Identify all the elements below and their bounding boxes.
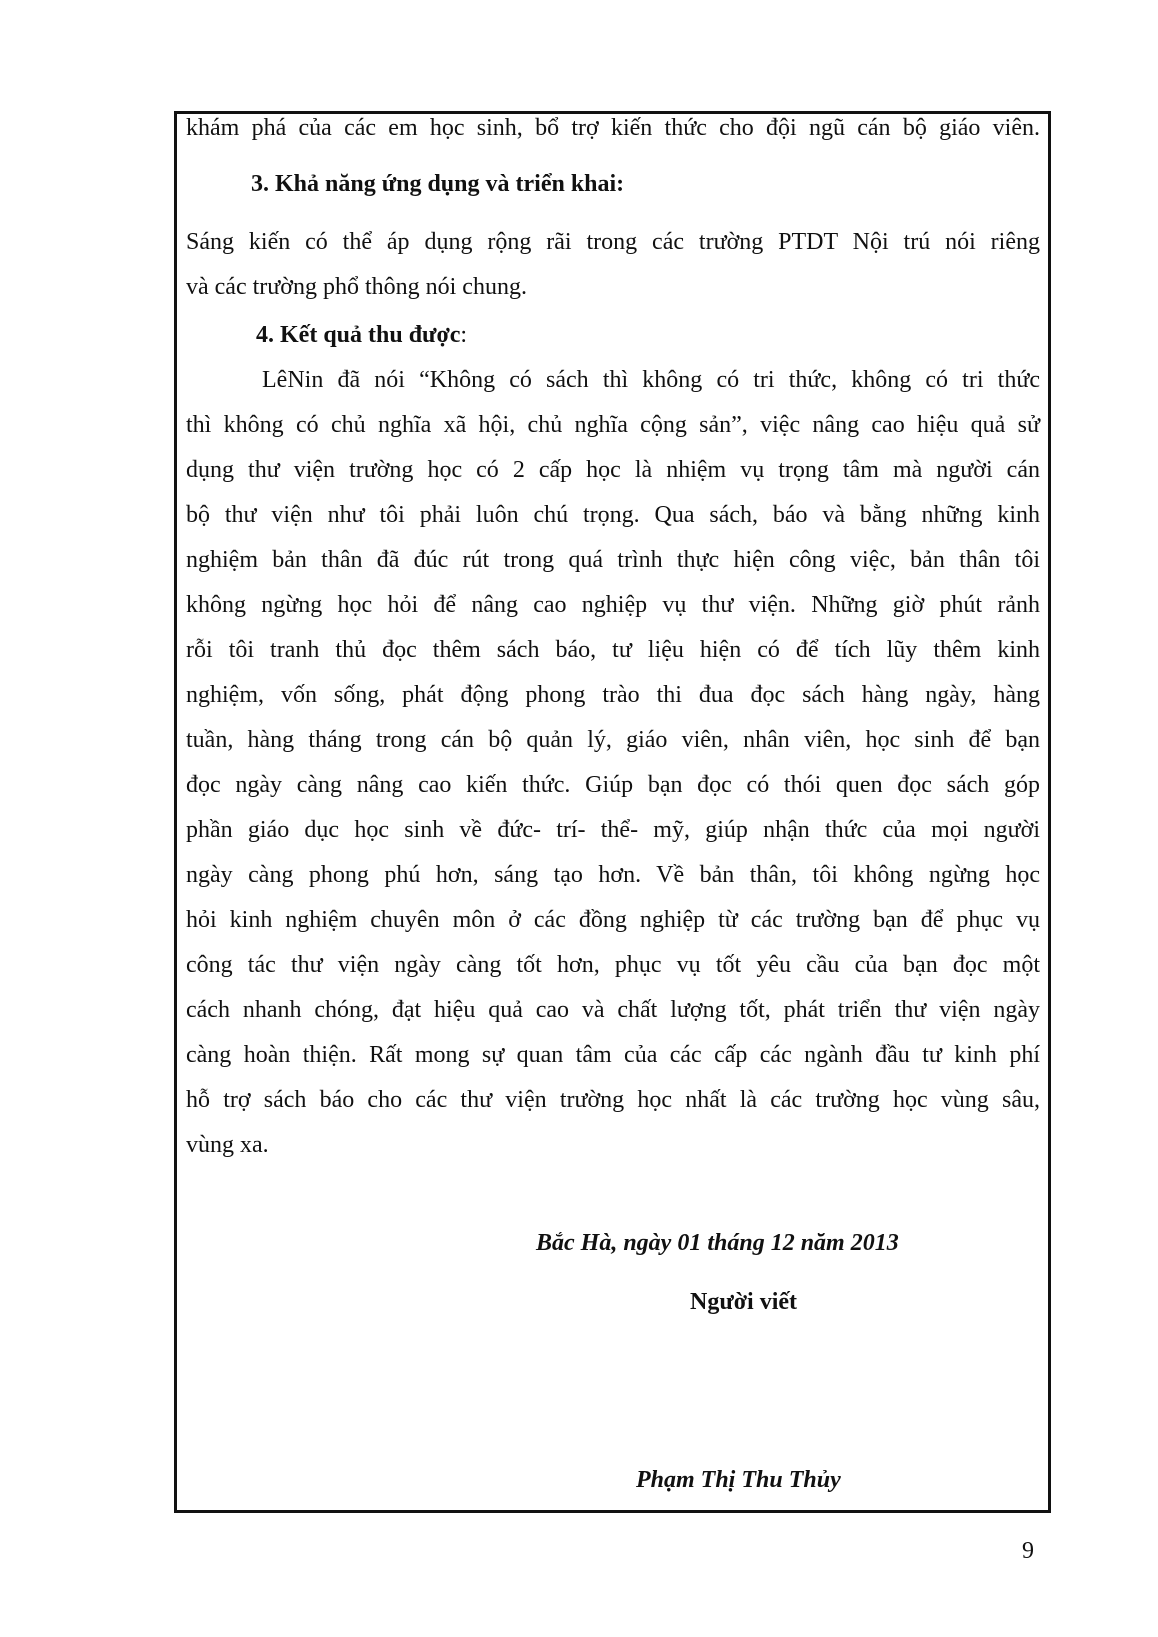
section-4-paragraph-line: rỗi tôi tranh thủ đọc thêm sách báo, tư liệu hiện có để tích lũy thêm kinh bbox=[186, 637, 1040, 663]
signature-name: Phạm Thị Thu Thủy bbox=[636, 1467, 841, 1493]
section-4-paragraph-line: bộ thư viện như tôi phải luôn chú trọng. Qua sách, báo và bằng những kinh bbox=[186, 502, 1040, 528]
section-4-paragraph-line: cách nhanh chóng, đạt hiệu quả cao và chất lượng tốt, phát triển thư viện ngày bbox=[186, 997, 1040, 1023]
section-4-heading bbox=[256, 320, 467, 350]
signature-role: Người viết bbox=[690, 1289, 798, 1315]
section-4-paragraph-line: nghiệm bản thân đã đúc rút trong quá trình thực hiện công việc, bản thân tôi bbox=[186, 547, 1040, 573]
section-4-paragraph-line: LêNin đã nói “Không có sách thì không có tri thức, không có tri thức bbox=[262, 367, 1040, 393]
section-4-paragraph-line: vùng xa. bbox=[186, 1132, 269, 1158]
section-4-paragraph-line: càng hoàn thiện. Rất mong sự quan tâm của các cấp các ngành đầu tư kinh phí bbox=[186, 1042, 1040, 1068]
page-number: 9 bbox=[1022, 1538, 1034, 1564]
section-4-paragraph-line: đọc ngày càng nâng cao kiến thức. Giúp bạn đọc có thói quen đọc sách góp bbox=[186, 772, 1040, 798]
intro-line: khám phá của các em học sinh, bổ trợ kiến thức cho đội ngũ cán bộ giáo viên. bbox=[186, 115, 1040, 141]
section-4-heading-text: 4. Kết quả thu được bbox=[256, 322, 461, 348]
section-4-paragraph-line: không ngừng học hỏi để nâng cao nghiệp vụ thư viện. Những giờ phút rảnh bbox=[186, 592, 1040, 618]
signature-date: Bắc Hà, ngày 01 tháng 12 năm 2013 bbox=[536, 1230, 899, 1256]
section-3-paragraph-line: và các trường phổ thông nói chung. bbox=[186, 274, 527, 300]
section-4-paragraph-line: phần giáo dục học sinh về đức- trí- thể- mỹ, giúp nhận thức của mọi người bbox=[186, 817, 1040, 843]
section-3-heading: 3. Khả năng ứng dụng và triển khai: bbox=[251, 171, 625, 197]
section-4-paragraph-line: hỏi kinh nghiệm chuyên môn ở các đồng nghiệp từ các trường bạn để phục vụ bbox=[186, 907, 1040, 933]
section-4-paragraph-line: hỗ trợ sách báo cho các thư viện trường học nhất là các trường học vùng sâu, bbox=[186, 1087, 1040, 1113]
section-4-paragraph-line: nghiệm, vốn sống, phát động phong trào thi đua đọc sách hàng ngày, hàng bbox=[186, 682, 1040, 708]
section-4-paragraph-line: tuần, hàng tháng trong cán bộ quản lý, giáo viên, nhân viên, học sinh để bạn bbox=[186, 727, 1040, 753]
section-4-paragraph-line: thì không có chủ nghĩa xã hội, chủ nghĩa cộng sản”, việc nâng cao hiệu quả sử bbox=[186, 412, 1040, 438]
section-4-paragraph-line: ngày càng phong phú hơn, sáng tạo hơn. Về bản thân, tôi không ngừng học bbox=[186, 862, 1040, 888]
section-4-heading-colon: : bbox=[460, 322, 468, 348]
section-4-paragraph-line: dụng thư viện trường học có 2 cấp học là nhiệm vụ trọng tâm mà người cán bbox=[186, 457, 1040, 483]
section-4-paragraph-line: công tác thư viện ngày càng tốt hơn, phục vụ tốt yêu cầu của bạn đọc một bbox=[186, 952, 1040, 978]
section-3-paragraph-line: Sáng kiến có thể áp dụng rộng rãi trong các trường PTDT Nội trú nói riêng bbox=[186, 229, 1040, 255]
